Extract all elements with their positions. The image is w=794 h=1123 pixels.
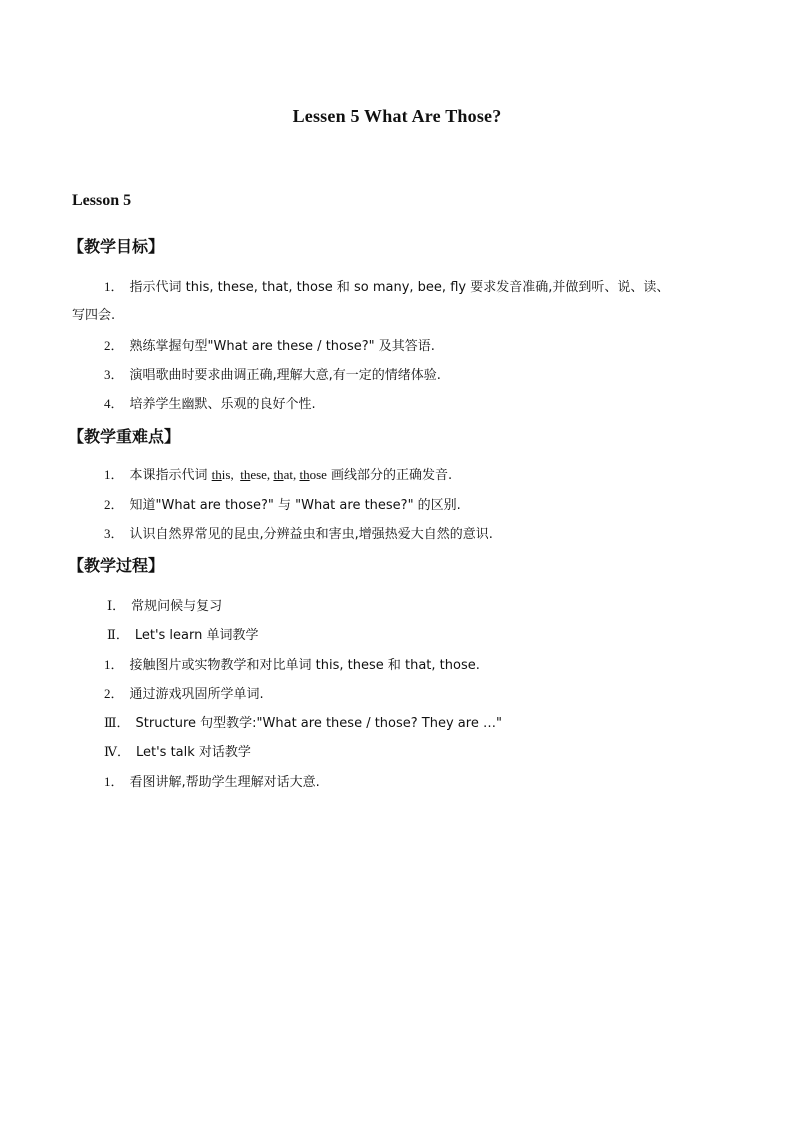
process-item-text: 通过游戏巩固所学单词. — [129, 687, 264, 702]
process-item-2 — [107, 624, 259, 643]
goal-item-number: 1． — [104, 279, 124, 294]
process-item-number: 2． — [104, 686, 124, 701]
section-heading-keypoints: 【教学重难点】 — [68, 427, 181, 446]
process-item-number: 1． — [104, 657, 124, 672]
section-heading-goals: 【教学目标】 — [68, 237, 165, 256]
goal-item-3 — [104, 364, 441, 383]
underlined-th: th — [299, 467, 310, 482]
lesson-label: Lesson 5 — [72, 192, 132, 209]
process-item-1 — [107, 595, 222, 614]
word-rest: ose — [309, 467, 327, 482]
keypoint-item-prefix: 本课指示代词 — [129, 468, 212, 483]
process-item-number: Ⅳ． — [104, 744, 130, 759]
process-item-text: 接触图片或实物教学和对比单词 this, these 和 that, those. — [129, 658, 480, 673]
process-item-text: Let's talk 对话教学 — [136, 745, 251, 760]
process-item-text: Let's learn 单词教学 — [134, 628, 259, 643]
word-rest: at, — [283, 467, 300, 482]
process-item-7 — [104, 771, 320, 790]
keypoint-item-number: 3． — [104, 526, 124, 541]
keypoint-item-text: 知道"What are those?" 与 "What are these?" 的区别. — [129, 498, 461, 513]
underlined-th: th — [240, 467, 251, 482]
goal-item-number: 4． — [104, 396, 124, 411]
process-item-number: 1． — [104, 774, 124, 789]
process-item-number: Ⅲ． — [104, 715, 130, 730]
goal-item-text: 熟练掌握句型"What are these / those?" 及其答语. — [129, 339, 435, 354]
process-item-text: 常规问候与复习 — [131, 599, 223, 614]
word-rest: is, — [221, 467, 237, 482]
keypoint-item-text: 认识自然界常见的昆虫,分辨益虫和害虫,增强热爱大自然的意识. — [129, 527, 493, 542]
process-item-text: Structure 句型教学:"What are these / those? They are …" — [135, 716, 502, 731]
process-item-6 — [104, 741, 251, 760]
goal-item-text: 培养学生幽默、乐观的良好个性. — [129, 397, 316, 412]
section-heading-process: 【教学过程】 — [68, 556, 165, 575]
keypoint-item-1 — [104, 464, 452, 483]
keypoint-item-2 — [104, 494, 461, 513]
goal-item-2 — [104, 335, 435, 354]
goal-item-4 — [104, 393, 316, 412]
process-item-4 — [104, 683, 264, 702]
goal-item-1-continuation: 写四会. — [72, 308, 116, 323]
keypoint-item-suffix: 画线部分的正确发音. — [326, 468, 453, 483]
goal-item-number: 3． — [104, 367, 124, 382]
goal-item-number: 2． — [104, 338, 124, 353]
underlined-th: th — [273, 467, 284, 482]
process-item-5 — [104, 712, 502, 731]
document-title: Lessen 5 What Are Those? — [292, 106, 502, 126]
process-item-number: Ⅰ． — [107, 598, 126, 613]
goal-item-1 — [104, 276, 669, 295]
goal-item-text: 指示代词 this, these, that, those 和 so many, bee, fly 要求发音准确,并做到听、说、读、 — [129, 280, 670, 295]
keypoint-item-number: 1． — [104, 467, 124, 482]
process-item-number: Ⅱ． — [107, 627, 129, 642]
process-item-3 — [104, 654, 480, 673]
process-item-text: 看图讲解,帮助学生理解对话大意. — [129, 775, 320, 790]
keypoint-item-3 — [104, 523, 493, 542]
keypoint-item-number: 2． — [104, 497, 124, 512]
goal-item-text: 演唱歌曲时要求曲调正确,理解大意,有一定的情绪体验. — [129, 368, 441, 383]
underlined-th: th — [211, 467, 222, 482]
word-rest: ese, — [250, 467, 274, 482]
